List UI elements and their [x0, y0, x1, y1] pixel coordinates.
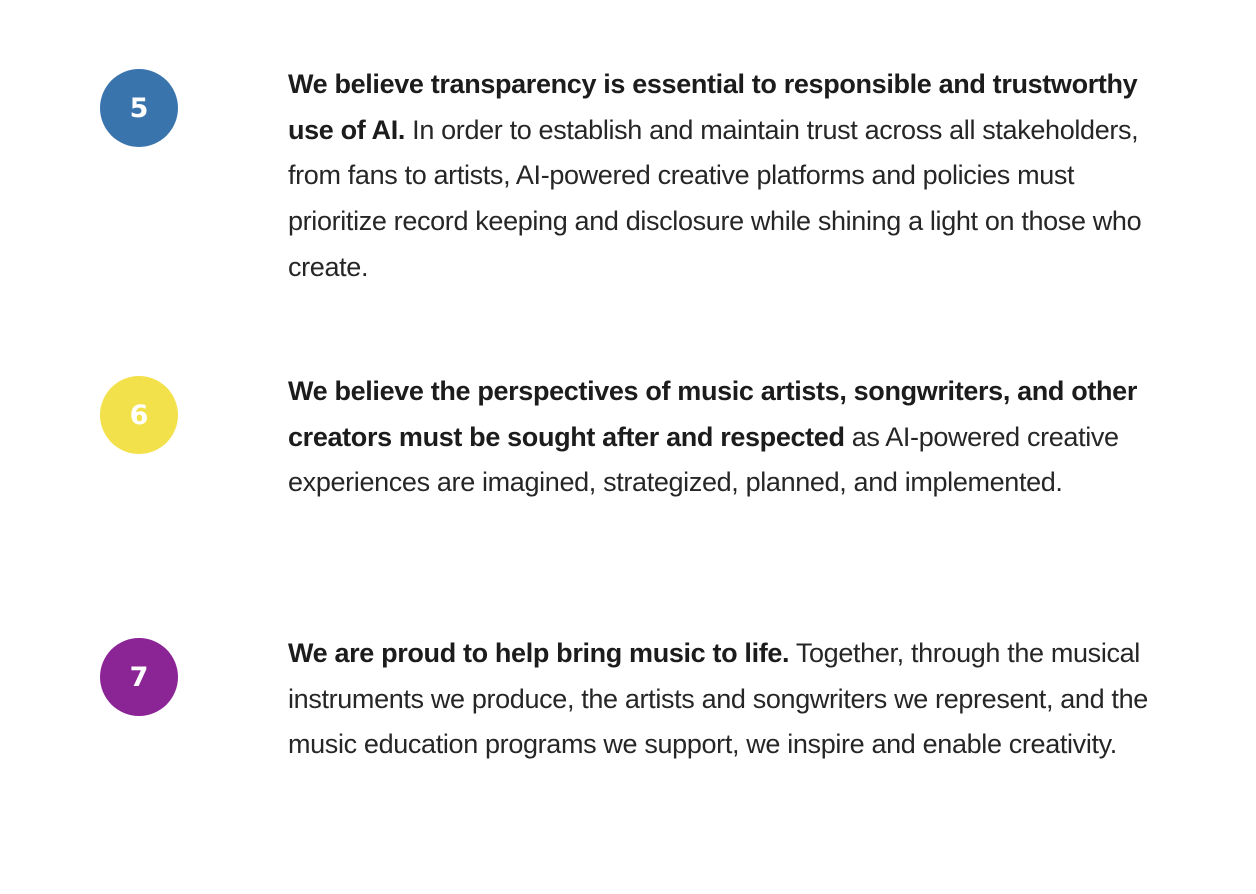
principle-headline: We believe the perspectives of music artists, songwriters, and other creators must be sought after and respected [288, 376, 1137, 452]
badge-number: 5 [129, 92, 149, 124]
principle-text [288, 369, 1158, 506]
principle-text [288, 631, 1158, 768]
principle-body: as AI-powered creative experiences are imagined, strategized, planned, and implemented. [288, 421, 1119, 498]
number-badge [100, 376, 178, 454]
number-badge [100, 69, 178, 147]
principle-headline: We are proud to help bring music to life. [288, 638, 790, 668]
badge-number: 7 [129, 661, 149, 693]
badge-number: 6 [129, 399, 149, 431]
principle-body: Together, through the musical instruments we produce, the artists and songwriters we represent, and the music education programs we support, we inspire and enable creativity. [288, 638, 1148, 760]
number-badge [100, 638, 178, 716]
principle-body: In order to establish and maintain trust across all stakeholders, from fans to artists, AI-powered creative platforms and policies must prioritize record keeping and disclosure while shining a light on those who create. [288, 114, 1142, 282]
principle-text [288, 62, 1158, 291]
principle-headline: We believe transparency is essential to responsible and trustworthy use of AI. [288, 69, 1138, 145]
